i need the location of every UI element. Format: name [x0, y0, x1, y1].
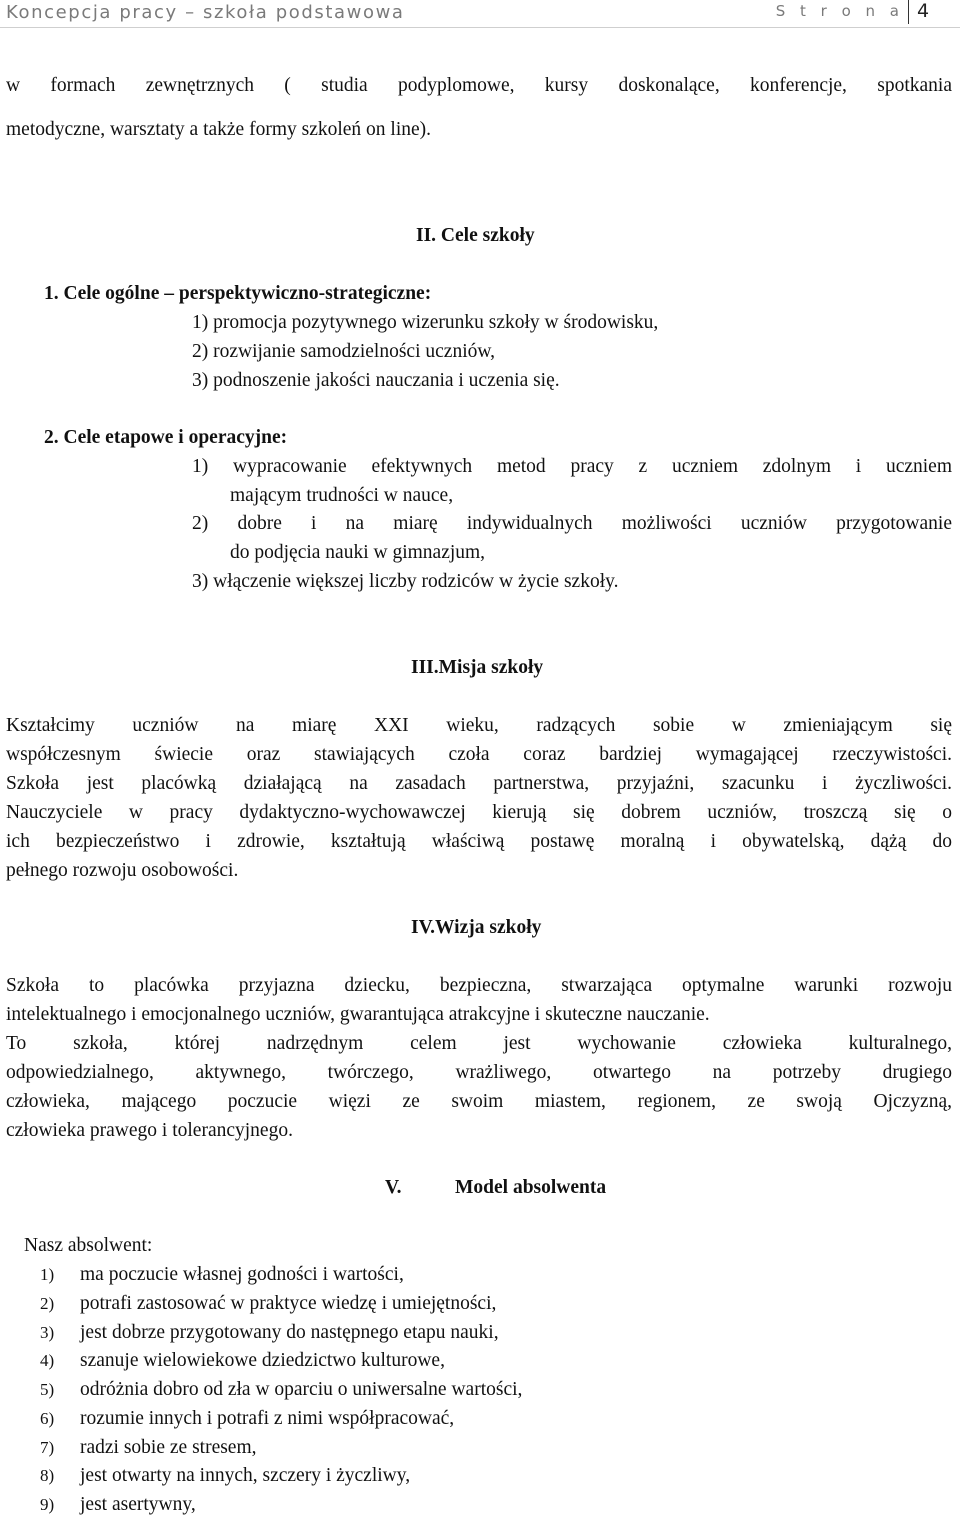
general-goal-item: 3) podnoszenie jakości nauczania i uczenia się. — [192, 370, 560, 391]
mission-line: współczesnym świecie oraz stawiających czoła coraz bardziej wymagającej rzeczywistości. — [6, 744, 952, 765]
section-2-heading: II. Cele szkoły — [416, 225, 535, 246]
list-item: 7) radzi sobie ze stresem, — [40, 1437, 257, 1458]
intro-line-2: metodyczne, warsztaty a także formy szkoleń on line). — [6, 119, 432, 140]
list-item: 4) szanuje wielowiekowe dziedzictwo kulturowe, — [40, 1350, 445, 1371]
general-goals-heading: 1. Cele ogólne – perspektywiczno-strategiczne: — [44, 283, 432, 304]
stage-goal-item-2: 2) dobre i na miarę indywidualnych możliwości uczniów przygotowanie — [192, 513, 952, 534]
section-5-number: V. — [385, 1177, 402, 1198]
general-goal-item: 2) rozwijanie samodzielności uczniów, — [192, 341, 496, 362]
mission-line: ich bezpieczeństwo i zdrowie, kształtują właściwą postawę moralną i obywatelską, dążą do — [6, 831, 952, 852]
page-number: 4 — [908, 0, 929, 24]
section-5-heading: Model absolwenta — [455, 1177, 607, 1198]
list-item: 1) ma poczucie własnej godności i wartości, — [40, 1264, 404, 1285]
list-item: 3) jest dobrze przygotowany do następnego etapu nauki, — [40, 1322, 499, 1343]
section-3-heading: III.Misja szkoły — [411, 657, 544, 678]
vision-line: To szkoła, której nadrzędnym celem jest wychowanie człowieka kulturalnego, — [6, 1033, 952, 1054]
vision-line: człowieka prawego i tolerancyjnego. — [6, 1120, 293, 1141]
vision-line: odpowiedzialnego, aktywnego, twórczego, wrażliwego, otwartego na potrzeby drugiego — [6, 1062, 952, 1083]
mission-line: Kształcimy uczniów na miarę XXI wieku, radzących sobie w zmieniającym się — [6, 715, 952, 736]
page-label: S t r o n a — [775, 2, 904, 20]
graduate-intro: Nasz absolwent: — [24, 1235, 153, 1256]
list-item: 6) rozumie innych i potrafi z nimi współpracować, — [40, 1408, 455, 1429]
section-4-heading: IV.Wizja szkoły — [411, 917, 542, 938]
list-item: 5) odróżnia dobro od zła w oparciu o uniwersalne wartości, — [40, 1379, 523, 1400]
general-goal-item: 1) promocja pozytywnego wizerunku szkoły w środowisku, — [192, 312, 659, 333]
list-item: 2) potrafi zastosować w praktyce wiedzę i umiejętności, — [40, 1293, 497, 1314]
document-title: Koncepcja pracy – szkoła podstawowa — [6, 2, 405, 23]
vision-line: człowieka, mającego poczucie więzi ze swoim miastem, regionem, ze swoją Ojczyzną, — [6, 1091, 952, 1112]
page-header — [0, 0, 960, 34]
list-item: 8) jest otwarty na innych, szczery i życzliwy, — [40, 1465, 411, 1486]
stage-goal-item-1-cont: mającym trudności w nauce, — [230, 485, 454, 506]
header-divider — [0, 27, 960, 28]
stage-goal-item-3: 3) włączenie większej liczby rodziców w życie szkoły. — [192, 571, 619, 592]
mission-line: Nauczyciele w pracy dydaktyczno-wychowawczej kierują się dobrem uczniów, troszczą się o — [6, 802, 952, 823]
vision-line: intelektualnego i emocjonalnego uczniów, gwarantująca atrakcyjne i skuteczne nauczanie. — [6, 1004, 710, 1025]
intro-line-1: w formach zewnętrznych ( studia podyplomowe, kursy doskonalące, konferencje, spotkania — [6, 75, 952, 96]
list-item: 9) jest asertywny, — [40, 1494, 196, 1515]
stage-goals-heading: 2. Cele etapowe i operacyjne: — [44, 427, 288, 448]
stage-goal-item-2-cont: do podjęcia nauki w gimnazjum, — [230, 542, 486, 563]
mission-line: Szkoła jest placówką działającą na zasadach partnerstwa, przyjaźni, szacunku i życzliwości. — [6, 773, 952, 794]
vision-line: Szkoła to placówka przyjazna dziecku, bezpieczna, stwarzająca optymalne warunki rozwoju — [6, 975, 952, 996]
mission-line: pełnego rozwoju osobowości. — [6, 860, 239, 881]
stage-goal-item-1: 1) wypracowanie efektywnych metod pracy z uczniem zdolnym i uczniem — [192, 456, 952, 477]
